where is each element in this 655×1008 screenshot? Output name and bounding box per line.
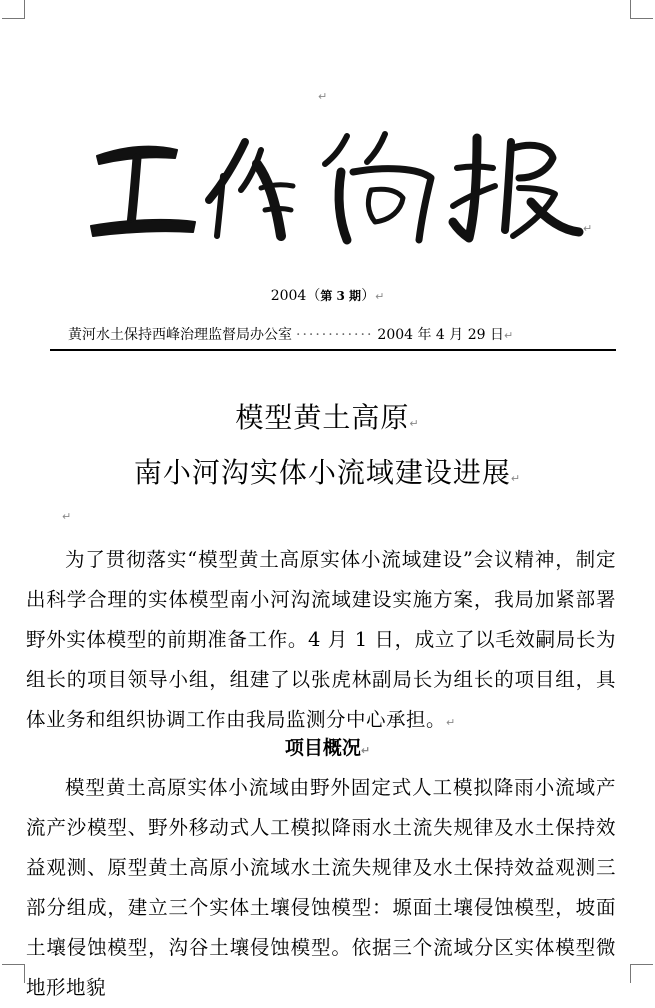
article-title-text: 模型黄土高原 [235,401,410,434]
article-title-line-1 [0,396,655,436]
crop-mark-top-left [2,0,25,19]
paragraph-mark: ↵ [446,716,456,729]
leader-dots: ············ [296,327,374,343]
paragraph-mark: ↵ [318,90,328,103]
issue-open-paren: （ [306,288,321,304]
paragraph-mark: ↵ [409,417,420,430]
crop-mark-top-right [630,0,653,19]
masthead-title-image [85,128,585,250]
article-title-line-2 [0,451,655,491]
paragraph-text: 模型黄土高原实体小流域由野外固定式人工模拟降雨小流域产流产沙模型、野外移动式人工模拟降雨水土流失规律及水土保持效益观测、原型黄土高原小流域水土流失规律及水土保持效益观测三部分组成，建立三个实体土壤侵蚀模型：塬面土壤侵蚀模型，坡面土壤侵蚀模型，沟谷土壤侵蚀模型。依据三个流域分区实体模型微地形地貌 [26,776,616,999]
section-heading [0,733,655,760]
issue-date: 2004 年 4 月 29 日 [377,327,505,343]
article-subtitle-text: 南小河沟实体小流域建设进展 [133,456,511,489]
issue-number: 第 3 期 [320,289,362,303]
paragraph-mark: ↵ [583,222,593,235]
paragraph-mark: ↵ [375,290,385,303]
issue-close-paren: ） [361,288,376,304]
paragraph-mark: ↵ [360,744,371,757]
dateline [68,324,513,344]
header-rule [50,349,616,351]
body-paragraph-1 [26,540,616,743]
paragraph-mark: ↵ [62,510,72,523]
issuing-office: 黄河水土保持西峰治理监督局办公室 [68,327,292,343]
paragraph-text: 为了贯彻落实“模型黄土高原实体小流域建设”会议精神，制定出科学合理的实体模型南小河沟流域建设实施方案，我局加紧部署野外实体模型的前期准备工作。4 月 1 日，成立了以毛效嗣局长为组长的项目领导小组，组建了以张虎林副局长为组长的项目组，具体业务和组织协调工作由我局监测分中心承担。 [26,548,616,731]
masthead-calligraphy [85,128,585,250]
body-paragraph-2 [26,768,616,1008]
paragraph-mark: ↵ [510,472,522,485]
crop-mark-bottom-left [2,964,25,983]
crop-mark-bottom-right [630,964,653,983]
paragraph-mark: ↵ [504,329,514,342]
issue-year: 2004 [270,288,307,304]
issue-line [0,285,655,305]
section-heading-text: 项目概况 [284,737,361,759]
